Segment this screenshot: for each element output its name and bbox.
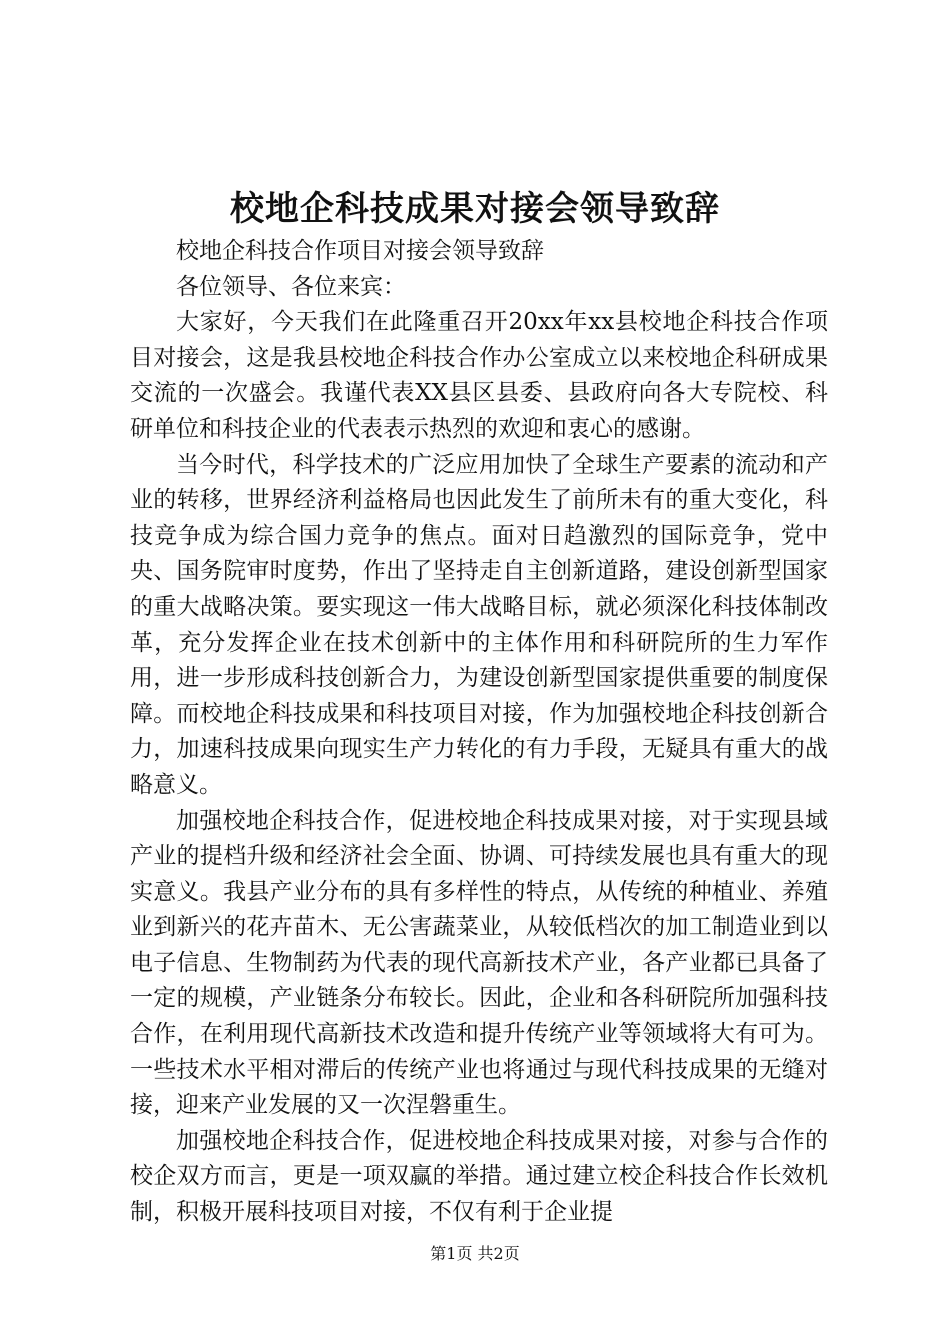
body-paragraph: 加强校地企科技合作，促进校地企科技成果对接，对参与合作的校企双方而言，更是一项双赢的举措。通过建立校企科技合作长效机制，积极开展科技项目对接，不仅有利于企业提 xyxy=(130,1127,828,1226)
page-footer: 第1页 共2页 xyxy=(430,1244,520,1263)
document-body xyxy=(130,234,828,1231)
body-paragraph: 加强校地企科技合作，促进校地企科技成果对接，对于实现县域产业的提档升级和经济社会全面、协调、可持续发展也具有重大的现实意义。我县产业分布的具有多样性的特点，从传统的种植业、养殖业到新兴的花卉苗木、无公害蔬菜业，从较低档次的加工制造业到以电子信息、生物制药为代表的现代高新技术产业，各产业都已具备了一定的规模，产业链条分布较长。因此，企业和各科研院所加强科技合作，在利用现代高新技术改造和提升传统产业等领域将大有可为。一些技术水平相对滞后的传统产业也将通过与现代科技成果的无缝对接，迎来产业发展的又一次涅磐重生。 xyxy=(130,807,828,1119)
document-title: 校地企科技成果对接会领导致辞 xyxy=(230,189,720,229)
body-paragraph: 大家好，今天我们在此隆重召开20xx年xx县校地企科技合作项目对接会，这是我县校地企科技合作办公室成立以来校地企科研成果交流的一次盛会。我谨代表XX县区县委、县政府向各大专院校、科研单位和科技企业的代表表示热烈的欢迎和衷心的感谢。 xyxy=(130,309,828,442)
subtitle-paragraph: 校地企科技合作项目对接会领导致辞 xyxy=(176,238,544,264)
body-paragraph: 当今时代，科学技术的广泛应用加快了全球生产要素的流动和产业的转移，世界经济利益格局也因此发生了前所未有的重大变化，科技竞争成为综合国力竞争的焦点。面对日趋激烈的国际竞争，党中央、国务院审时度势，作出了坚持走自主创新道路，建设创新型国家的重大战略决策。要实现这一伟大战略目标，就必须深化科技体制改革，充分发挥企业在技术创新中的主体作用和科研院所的生力军作用，进一步形成科技创新合力，为建设创新型国家提供重要的制度保障。而校地企科技成果和科技项目对接，作为加强校地企科技创新合力，加速科技成果向现实生产力转化的有力手段，无疑具有重大的战略意义。 xyxy=(130,451,828,798)
salutation-paragraph: 各位领导、各位来宾： xyxy=(176,273,406,300)
